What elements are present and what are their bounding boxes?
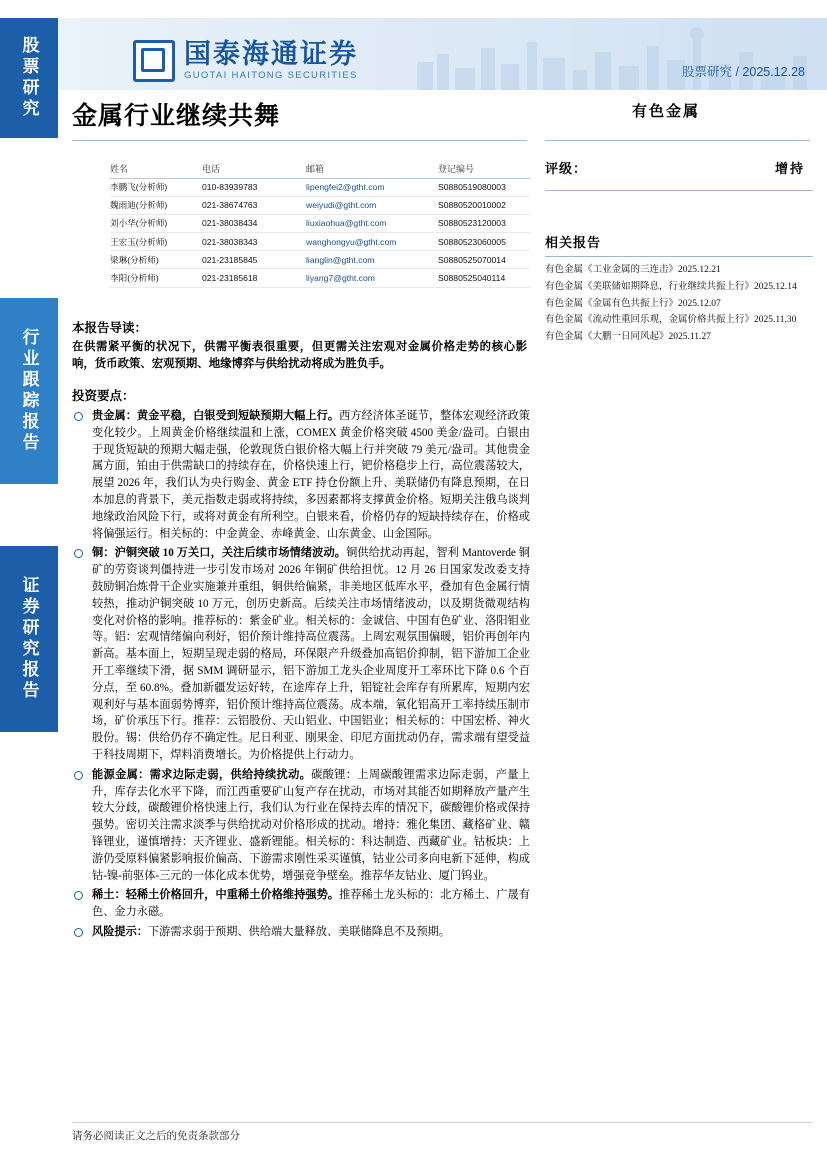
investment-point — [72, 767, 530, 885]
divider-right — [545, 140, 810, 141]
investment-point — [72, 887, 530, 921]
investment-points — [72, 408, 530, 944]
column-header-license: 登记编号 — [438, 160, 530, 178]
related-reports-heading: 相关报告 — [545, 235, 602, 250]
analyst-license: S0880520010002 — [438, 196, 530, 214]
header-band — [58, 18, 827, 90]
table-row — [110, 178, 530, 196]
sidebar-item-label: 行业跟踪报告 — [19, 328, 39, 454]
related-report-item[interactable]: 有色金属《金属有色共振上行》2025.12.07 — [545, 298, 721, 309]
page-title: 金属行业继续共舞 — [72, 103, 281, 130]
table-row — [110, 196, 530, 214]
bullet-icon — [74, 771, 83, 780]
bullet-icon — [74, 928, 83, 937]
related-reports — [545, 232, 817, 348]
investment-point-text: 能源金属：需求边际走弱，供给持续扰动。碳酸锂：上周碳酸锂需求边际走弱，产量上升，库存去化水平下降，而江西重要矿山复产存在扰动，市场对其能否如期释放产量产生较大分歧，碳酸锂价格快速上行，我们认为行业在保持去库的情况下，碳酸锂价格或保持强势。密切关注需求淡季与供给扰动对价格形成的扰动。增持：雅化集团、藏格矿业、赣锋锂业，谨慎增持：天齐锂业、盛新锂能。相关标的：科达制造、西藏矿业。钴板块：上游仍受原料偏紧影响报价偏高、下游需求刚性采买谨慎，钴业公司多向电新下延伸，构成钴-镍-前驱体-三元的一体化成本优势，增强竞争壁垒。推荐华友钴业、厦门钨业。 — [92, 768, 530, 882]
sector-label: 有色金属 — [631, 104, 700, 120]
related-report-item[interactable]: 有色金属《美联储如期降息，行业继续共振上行》2025.12.14 — [545, 281, 797, 292]
sidebar-item-securities-research-report[interactable] — [0, 546, 58, 732]
table-row — [110, 269, 530, 287]
analyst-email[interactable]: liuxiaohua@gtht.com — [306, 214, 438, 232]
analyst-name: 魏雨迪(分析师) — [110, 196, 202, 214]
footer-divider — [72, 1122, 812, 1123]
divider-left — [72, 140, 527, 141]
investment-points-heading: 投资要点： — [72, 389, 135, 403]
analyst-phone: 021-38038434 — [202, 214, 306, 232]
analyst-phone: 010-83939783 — [202, 178, 306, 196]
analyst-name: 梁琳(分析师) — [110, 251, 202, 269]
table-row — [110, 214, 530, 232]
analyst-license: S0880525070014 — [438, 251, 530, 269]
analyst-license: S0880523120003 — [438, 214, 530, 232]
related-report-item[interactable]: 有色金属《大鹏一日同风起》2025.11.27 — [545, 332, 711, 343]
rating-value: 增持 — [774, 161, 805, 176]
analyst-phone: 021-38674763 — [202, 196, 306, 214]
footer-note: 请务必阅读正文之后的免责条款部分 — [72, 1131, 240, 1142]
column-header-name: 姓名 — [110, 160, 202, 178]
column-header-phone: 电话 — [202, 160, 306, 178]
investment-point — [72, 545, 530, 763]
table-header-row — [110, 160, 530, 178]
title-row — [72, 96, 812, 138]
analyst-name: 李鹏飞(分析师) — [110, 178, 202, 196]
lead-section — [72, 318, 527, 374]
sidebar-item-industry-tracking-report[interactable] — [0, 298, 58, 484]
investment-point — [72, 408, 530, 542]
table-row — [110, 233, 530, 251]
related-report-item[interactable]: 有色金属《工业金属的三连击》2025.12.21 — [545, 265, 721, 275]
analyst-license: S0880525040114 — [438, 269, 530, 287]
investment-point-text: 贵金属：黄金平稳，白银受到短缺预期大幅上行。西方经济体圣诞节，整体宏观经济政策变化较少。上周黄金价格继续温和上涨，COMEX 黄金价格突破 4500 美金/盎司。白银由于现货短缺的预期大幅走强，伦敦现货白银价格大幅上行并突破 79 美元/盎司。其他贵金属方面，铂由于供需缺口的持续存在，价格快速上行，钯价格稳步上行，高位震荡较大，展望 2026 年，我们认为央行购金、黄金 ETF 持仓份额上升、美联储仍有降息预期，在日本加息的背景下，美元指数走弱或将持续，多因素都将支撑黄金价格。短期关注俄乌谈判地缘政治风险下行，或将对黄金有所利空。白银来看，价格仍存的短缺持续存在，价格或将偏强运行。相关标的：中金黄金、赤峰黄金、山东黄金、山金国际。 — [92, 410, 530, 540]
company-logo — [133, 40, 358, 82]
analyst-phone: 021-23185845 — [202, 251, 306, 269]
sidebar-tabs — [0, 0, 58, 1169]
header-meta: 股票研究 / 2025.12.28 — [682, 65, 805, 79]
column-header-email: 邮箱 — [306, 160, 438, 178]
analyst-email[interactable]: lipengfei2@gtht.com — [306, 178, 438, 196]
rating-label: 评级： — [545, 161, 588, 176]
analyst-name: 刘小华(分析师) — [110, 214, 202, 232]
sidebar-item-label: 证券研究报告 — [19, 576, 39, 702]
bullet-icon — [74, 891, 83, 900]
analyst-table — [110, 160, 530, 288]
bullet-icon — [74, 412, 83, 421]
investment-point-text: 铜：沪铜突破 10 万关口，关注后续市场情绪波动。铜供给扰动再起，智利 Mantoverde 铜矿的劳资谈判僵持进一步引发市场对 2026 年铜矿供给担忧。12 月 26 日国家发改委支持鼓励铜冶炼骨干企业实施兼并重组，铜供给偏紧，非美地区低库水平，叠加有色金属行情较热，推动沪铜突破 10 万元，创历史新高。后续关注市场情绪波动，以及期货微观结构变化对价格的影响。推荐标的：紫金矿业。相关标的：金诚信、中国有色矿业、洛阳钼业等。铝：宏观情绪偏向利好，铝价预计维持高位震荡。上周宏观氛围偏暖，铝价再创年内新高。基本面上，短期呈现走弱的格局，环保限产升级叠加高铝价抑制，铝下游加工企业开工率继续下滑，据 SMM 调研显示，铝下游加工龙头企业周度开工率环比下降 0.6 个百分点，至 60.8%。叠加新疆发运好转，在途库存上升，铝锭社会库存有所累库，短期内宏观利好与基本面弱势博弈，铝价预计维持高位震荡。成本端，氧化铝高开工率持续压制市场，矿价承压下行。推荐：云铝股份、天山铝业、中国铝业；相关标的：中国宏桥、神火股份。锡：供给仍存不确定性。尼日利亚、刚果金、印尼方面扰动仍存，需求端有望受益于科技周期下，焊料消费增长。为价格提供上行动力。 — [92, 547, 530, 761]
analyst-phone: 021-23185618 — [202, 269, 306, 287]
analyst-email[interactable]: liyang7@gtht.com — [306, 269, 438, 287]
analyst-phone: 021-38038343 — [202, 233, 306, 251]
investment-point-text: 稀土：轻稀土价格回升，中重稀土价格维持强势。推荐稀土龙头标的：北方稀土、广晟有色、金力永磁。 — [92, 889, 530, 919]
investment-point-text: 风险提示：下游需求弱于预期、供给端大量释放、美联储降息不及预期。 — [92, 925, 451, 938]
lead-heading: 本报告导读： — [72, 321, 148, 335]
analyst-email[interactable]: weiyudi@gtht.com — [306, 196, 438, 214]
logo-text-en: GUOTAI HAITONG SECURITIES — [184, 70, 358, 82]
logo-text-cn: 国泰海通证券 — [184, 39, 358, 70]
lead-text: 在供需紧平衡的状况下，供需平衡表很重要，但更需关注宏观对金属价格走势的核心影响，货币政策、宏观预期、地缘博弈与供给扰动将成为胜负手。 — [72, 341, 527, 371]
related-report-item[interactable]: 有色金属《流动性重回乐观，金属价格共振上行》2025.11.30 — [545, 315, 797, 326]
bullet-icon — [74, 549, 83, 558]
investment-point — [72, 924, 530, 941]
analyst-email[interactable]: wanghongyu@gtht.com — [306, 233, 438, 251]
divider-related — [545, 256, 813, 257]
logo-mark-icon — [133, 40, 175, 82]
analyst-email[interactable]: lianglin@gtht.com — [306, 251, 438, 269]
analyst-license: S0880523060005 — [438, 233, 530, 251]
sidebar-item-label: 股票研究 — [19, 36, 39, 120]
table-row — [110, 251, 530, 269]
analyst-license: S0880519080003 — [438, 178, 530, 196]
analyst-name: 王宏玉(分析师) — [110, 233, 202, 251]
sidebar-item-stock-research[interactable] — [0, 18, 58, 138]
divider-rating — [545, 190, 813, 191]
analyst-name: 李阳(分析师) — [110, 269, 202, 287]
